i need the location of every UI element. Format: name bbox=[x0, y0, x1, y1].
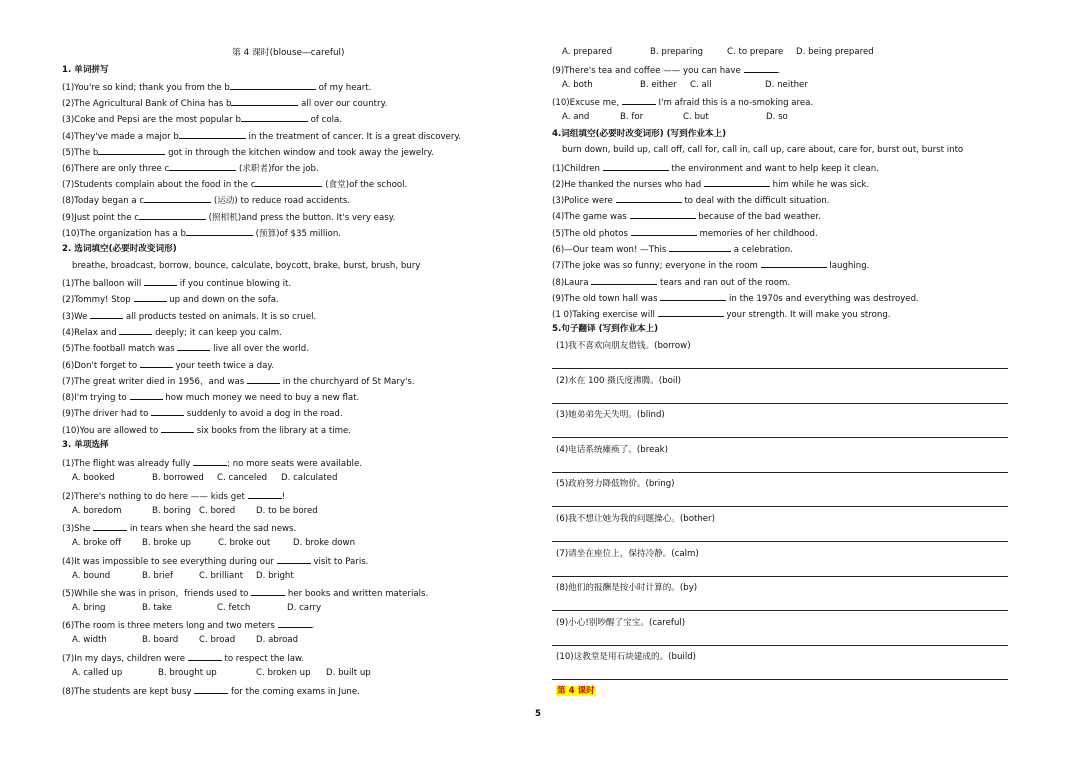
answer-line[interactable] bbox=[552, 645, 1008, 646]
item-prefix: (5)The old photos bbox=[552, 228, 628, 239]
mc-question bbox=[62, 457, 362, 470]
item-suffix: him while he was sick. bbox=[769, 179, 870, 190]
item-suffix: in the 1970s and everything was destroyed. bbox=[726, 293, 919, 304]
mc-question bbox=[62, 555, 368, 568]
mc-option[interactable] bbox=[326, 668, 371, 679]
answer-blank[interactable] bbox=[177, 342, 210, 351]
mc-option[interactable] bbox=[142, 538, 191, 549]
mc-option[interactable] bbox=[152, 506, 191, 517]
section4-heading-text: 4.词组填空(必要时改变词形) (写到作业本上) bbox=[552, 129, 727, 139]
answer-blank[interactable] bbox=[603, 162, 669, 171]
answer-blank[interactable] bbox=[134, 293, 167, 302]
mc-option[interactable] bbox=[281, 473, 337, 484]
phrase-fill-item bbox=[552, 178, 869, 191]
page-title bbox=[232, 48, 344, 59]
mc-option[interactable] bbox=[256, 506, 318, 517]
item-prefix: (1)You're so kind; thank you from the b bbox=[62, 83, 230, 93]
item-prefix: (1 0)Taking exercise will bbox=[552, 310, 655, 321]
answer-line[interactable] bbox=[552, 576, 1008, 577]
translation-prompt bbox=[556, 514, 715, 525]
phrase-fill-item bbox=[552, 292, 919, 305]
question-tail: ! bbox=[281, 492, 286, 502]
mc-option[interactable] bbox=[256, 635, 298, 646]
answer-blank[interactable] bbox=[247, 375, 280, 384]
mc-option[interactable] bbox=[683, 112, 709, 123]
word-bank-text: breathe, broadcast, borrow, bounce, calculate, boycott, brake, burst, brush, bury bbox=[72, 261, 421, 271]
option-label: B. preparing bbox=[650, 47, 703, 57]
mc-option[interactable] bbox=[690, 80, 712, 91]
item-suffix: six books from the library at a time. bbox=[193, 425, 352, 436]
item-prefix: (4)Relax and bbox=[62, 327, 117, 338]
answer-blank[interactable] bbox=[231, 97, 298, 106]
section1-heading bbox=[62, 65, 109, 76]
answer-blank[interactable] bbox=[248, 490, 282, 499]
footer-lesson-text: 第 4 课时 bbox=[557, 686, 595, 696]
answer-blank[interactable] bbox=[130, 391, 163, 400]
fill-item bbox=[62, 342, 309, 355]
question-stem: (9)There's tea and coffee —— you can have bbox=[552, 66, 741, 76]
item-prefix: (9)The old town hall was bbox=[552, 293, 658, 304]
option-label: A. prepared bbox=[562, 47, 613, 57]
option-label: B. take bbox=[142, 603, 172, 614]
answer-blank[interactable] bbox=[188, 652, 222, 661]
fill-item bbox=[62, 326, 282, 339]
option-label: A. called up bbox=[72, 668, 123, 679]
option-label: B. borrowed bbox=[152, 473, 204, 484]
option-label: C. to prepare bbox=[727, 47, 784, 57]
item-suffix: your strength. It will make you strong. bbox=[723, 310, 891, 321]
item-prefix: (7)The great writer died in 1956，and was bbox=[62, 376, 245, 387]
spelling-item bbox=[62, 178, 407, 191]
option-label: D. to be bored bbox=[256, 506, 318, 517]
phrase-fill-item bbox=[552, 276, 790, 289]
item-suffix: of cola. bbox=[307, 115, 343, 126]
item-prefix: (6)Don't forget to bbox=[62, 360, 138, 371]
answer-line[interactable] bbox=[552, 403, 1008, 404]
answer-blank[interactable] bbox=[761, 259, 827, 268]
question-stem: (2)There's nothing to do here —— kids get bbox=[62, 492, 245, 502]
mc-option[interactable] bbox=[765, 80, 808, 91]
translation-prompt bbox=[556, 652, 696, 663]
item-prefix: (1)The balloon will bbox=[62, 279, 142, 289]
mc-option[interactable] bbox=[766, 112, 788, 123]
option-label: C. canceled bbox=[217, 473, 268, 484]
item-suffix: live all over the world. bbox=[210, 344, 309, 355]
answer-blank[interactable] bbox=[704, 178, 770, 187]
item-prefix: (6)—Our team won! —This bbox=[552, 245, 667, 255]
option-label: D. being prepared bbox=[796, 47, 874, 57]
answer-line[interactable] bbox=[552, 437, 1008, 438]
phrase-fill-item bbox=[552, 162, 879, 175]
option-label: B. for bbox=[620, 112, 644, 123]
question-stem: (3)She bbox=[62, 524, 91, 534]
mc-option[interactable] bbox=[287, 603, 321, 614]
spelling-item bbox=[62, 211, 395, 224]
option-label: D. built up bbox=[326, 668, 371, 679]
spelling-item bbox=[62, 97, 387, 110]
mc-option[interactable] bbox=[562, 80, 593, 91]
item-suffix: deeply; it can keep you calm. bbox=[152, 327, 282, 338]
translation-text: (2)水在 100 摄氏度沸腾。(boil) bbox=[556, 375, 681, 386]
translation-prompt bbox=[556, 410, 665, 421]
translation-text: (7)请坐在座位上，保持冷静。(calm) bbox=[556, 548, 699, 559]
item-suffix: your teeth twice a day. bbox=[172, 360, 274, 371]
spelling-item bbox=[62, 162, 319, 175]
mc-option[interactable] bbox=[152, 473, 204, 484]
phrase-bank bbox=[562, 145, 963, 156]
option-label: D. calculated bbox=[281, 473, 338, 484]
phrase-fill-item bbox=[552, 194, 830, 207]
question-stem: (1)The flight was already fully bbox=[62, 459, 191, 469]
option-label: A. broke off bbox=[72, 538, 122, 549]
option-label: A. boredom bbox=[72, 506, 122, 517]
phrase-fill-item bbox=[552, 308, 891, 321]
item-prefix: (8)I'm trying to bbox=[62, 393, 127, 404]
item-prefix: (7)The joke was so funny; everyone in the room bbox=[552, 261, 758, 272]
translation-prompt bbox=[556, 583, 697, 594]
page-title-text: 第 4 课时(blouse—careful) bbox=[232, 48, 345, 58]
item-prefix: (9)Just point the c bbox=[62, 212, 139, 223]
answer-blank[interactable] bbox=[616, 194, 682, 203]
answer-blank[interactable] bbox=[179, 130, 246, 139]
phrase-bank-text: burn down, build up, call off, call for, call in, call up, care about, care for, burst out, burst into bbox=[562, 145, 964, 155]
answer-blank[interactable] bbox=[161, 424, 194, 433]
item-suffix: all over our country. bbox=[298, 99, 388, 110]
fill-item bbox=[62, 407, 343, 420]
item-suffix: (求职者)for the job. bbox=[236, 164, 319, 174]
mc-option[interactable] bbox=[72, 538, 121, 549]
mc-option[interactable] bbox=[199, 635, 235, 646]
item-prefix: (2)Tommy! Stop bbox=[62, 295, 131, 306]
mc-question bbox=[62, 619, 314, 632]
mc-question bbox=[552, 64, 780, 77]
mc-question bbox=[62, 522, 296, 535]
phrase-fill-item bbox=[552, 259, 869, 272]
answer-blank[interactable] bbox=[186, 227, 253, 236]
answer-blank[interactable] bbox=[660, 292, 726, 301]
item-suffix: all products tested on animals. It is so cruel. bbox=[123, 311, 317, 322]
item-suffix: (预算)of $35 million. bbox=[252, 228, 342, 239]
answer-blank[interactable] bbox=[631, 227, 697, 236]
spelling-item bbox=[62, 227, 341, 240]
question-tail: to respect the law. bbox=[221, 654, 304, 664]
translation-prompt bbox=[556, 341, 691, 352]
item-prefix: (3)We bbox=[62, 311, 88, 322]
answer-blank[interactable] bbox=[140, 359, 173, 368]
item-prefix: (9)The driver had to bbox=[62, 409, 149, 420]
mc-option[interactable] bbox=[217, 603, 250, 614]
option-label: B. boring bbox=[152, 506, 191, 517]
page-number-text: 5 bbox=[535, 709, 541, 719]
spelling-item bbox=[62, 130, 461, 143]
spelling-item bbox=[62, 146, 434, 159]
item-prefix: (2)The Agricultural Bank of China has b bbox=[62, 99, 232, 110]
item-suffix: to deal with the difficult situation. bbox=[681, 196, 830, 207]
mc-option[interactable] bbox=[256, 571, 294, 582]
mc-option[interactable] bbox=[256, 668, 311, 679]
answer-blank[interactable] bbox=[93, 522, 127, 531]
option-label: C. fetch bbox=[217, 603, 251, 614]
option-label: B. broke up bbox=[142, 538, 192, 549]
mc-option[interactable] bbox=[72, 506, 122, 517]
mc-option[interactable] bbox=[72, 603, 105, 614]
answer-line[interactable] bbox=[552, 541, 1008, 542]
answer-blank[interactable] bbox=[591, 276, 657, 285]
answer-blank[interactable] bbox=[630, 210, 696, 219]
answer-blank[interactable] bbox=[139, 211, 206, 220]
answer-blank[interactable] bbox=[169, 162, 236, 171]
page-number bbox=[535, 709, 541, 720]
question-tail: . bbox=[777, 66, 781, 76]
answer-blank[interactable] bbox=[193, 457, 227, 466]
answer-line[interactable] bbox=[552, 368, 1008, 369]
option-label: A. bound bbox=[72, 571, 111, 582]
item-prefix: (7)Students complain about the food in the c bbox=[62, 180, 256, 191]
fill-item bbox=[62, 391, 359, 404]
question-tail: her books and written materials. bbox=[285, 589, 429, 599]
answer-blank[interactable] bbox=[230, 81, 316, 90]
question-tail: in tears when she heard the sad news. bbox=[127, 524, 297, 534]
option-label: A. booked bbox=[72, 473, 115, 484]
option-label: B. brief bbox=[142, 571, 174, 582]
phrase-fill-item bbox=[552, 243, 793, 256]
section1-heading-text: 1. 单词拼写 bbox=[62, 65, 109, 75]
mc-option[interactable] bbox=[620, 112, 643, 123]
mc-option[interactable] bbox=[72, 668, 122, 679]
item-suffix: laughing. bbox=[826, 261, 870, 272]
item-prefix: (10)You are allowed to bbox=[62, 425, 159, 436]
item-suffix: tears and ran out of the room. bbox=[657, 277, 791, 288]
mc-option[interactable] bbox=[650, 47, 703, 58]
translation-text: (3)她弟弟先天失明。(blind) bbox=[556, 410, 665, 421]
section4-heading bbox=[552, 129, 726, 140]
section5-heading-text: 5.句子翻译 (写到作业本上) bbox=[552, 324, 659, 334]
mc-question bbox=[62, 587, 428, 600]
mc-question bbox=[62, 685, 360, 698]
mc-option[interactable] bbox=[562, 112, 589, 123]
option-label: A. width bbox=[72, 635, 107, 646]
option-label: A. both bbox=[562, 80, 593, 91]
translation-prompt bbox=[556, 376, 681, 387]
item-suffix: got in through the kitchen window and took away the jewelry. bbox=[165, 147, 434, 158]
option-label: C. brilliant bbox=[199, 571, 244, 582]
mc-option[interactable] bbox=[796, 47, 874, 58]
mc-option[interactable] bbox=[640, 80, 677, 91]
phrase-fill-item bbox=[552, 227, 818, 240]
option-label: D. carry bbox=[287, 603, 322, 614]
translation-prompt bbox=[556, 445, 668, 456]
item-suffix: (运动) to reduce road accidents. bbox=[211, 196, 351, 207]
option-label: A. bring bbox=[72, 603, 106, 614]
mc-option[interactable] bbox=[72, 473, 115, 484]
item-suffix: if you continue blowing it. bbox=[177, 279, 292, 289]
translation-prompt bbox=[556, 618, 685, 629]
mc-option[interactable] bbox=[199, 506, 235, 517]
answer-line[interactable] bbox=[552, 610, 1008, 611]
translation-text: (4)电话系统瘫痪了。(break) bbox=[556, 444, 668, 455]
answer-blank[interactable] bbox=[144, 277, 177, 286]
option-label: C. broad bbox=[199, 635, 236, 646]
section5-heading bbox=[552, 324, 658, 335]
mc-option[interactable] bbox=[217, 473, 267, 484]
answer-blank[interactable] bbox=[241, 113, 308, 122]
item-prefix: (5)The b bbox=[62, 147, 99, 158]
item-suffix: in the treatment of cancer. It is a great discovery. bbox=[245, 131, 461, 142]
item-prefix: (4)They've made a major b bbox=[62, 131, 179, 142]
mc-option[interactable] bbox=[293, 538, 355, 549]
mc-option[interactable] bbox=[158, 668, 217, 679]
answer-blank[interactable] bbox=[277, 555, 311, 564]
item-prefix: (3)Coke and Pepsi are the most popular b bbox=[62, 115, 241, 126]
option-label: D. broke down bbox=[293, 538, 356, 549]
answer-blank[interactable] bbox=[98, 146, 165, 155]
translation-text: (1)我不喜欢向朋友借钱。(borrow) bbox=[556, 341, 691, 351]
item-prefix: (10)The organization has a b bbox=[62, 228, 186, 239]
mc-option[interactable] bbox=[562, 47, 612, 58]
footer-lesson-label bbox=[556, 686, 596, 697]
item-suffix: suddenly to avoid a dog in the road. bbox=[184, 409, 343, 420]
answer-blank[interactable] bbox=[251, 587, 285, 596]
mc-option[interactable] bbox=[142, 635, 178, 646]
question-tail: . bbox=[311, 621, 315, 631]
fill-item bbox=[62, 375, 415, 388]
item-suffix: of my heart. bbox=[315, 83, 372, 93]
item-suffix: in the churchyard of St Mary's. bbox=[279, 376, 415, 387]
option-label: C. broke out bbox=[218, 538, 271, 549]
question-stem: (8)The students are kept busy bbox=[62, 687, 192, 697]
option-label: D. neither bbox=[765, 80, 808, 91]
mc-option[interactable] bbox=[142, 603, 172, 614]
option-label: C. bored bbox=[199, 506, 236, 517]
translation-prompt bbox=[556, 479, 675, 490]
mc-option[interactable] bbox=[142, 571, 173, 582]
item-prefix: (6)There are only three c bbox=[62, 164, 170, 174]
fill-item bbox=[62, 359, 274, 372]
spelling-item bbox=[62, 113, 342, 126]
mc-question bbox=[552, 96, 813, 109]
item-prefix: (4)The game was bbox=[552, 212, 627, 223]
answer-line[interactable] bbox=[552, 679, 1008, 680]
item-prefix: (5)The football match was bbox=[62, 344, 175, 355]
item-prefix: (3)Police were bbox=[552, 196, 613, 207]
word-bank bbox=[72, 261, 420, 272]
question-stem: (7)In my days, children were bbox=[62, 654, 185, 664]
translation-text: (8)他们的报酬是按小时计算的。(by) bbox=[556, 583, 698, 594]
item-suffix: a celebration. bbox=[731, 245, 793, 255]
answer-blank[interactable] bbox=[194, 685, 228, 694]
translation-text: (6)我不想让她为我的问题操心。(bother) bbox=[556, 514, 715, 524]
spelling-item bbox=[62, 194, 350, 207]
translation-text: (5)政府努力降低物价。(bring) bbox=[556, 479, 675, 490]
answer-blank[interactable] bbox=[278, 619, 312, 628]
section3-heading bbox=[62, 440, 109, 451]
item-prefix: (8)Laura bbox=[552, 277, 589, 288]
option-label: B. either bbox=[640, 80, 677, 91]
question-stem: (4)It was impossible to see everything during our bbox=[62, 557, 274, 567]
question-stem: (10)Excuse me, bbox=[552, 98, 620, 108]
answer-blank[interactable] bbox=[144, 194, 211, 203]
option-label: B. board bbox=[142, 635, 179, 646]
question-tail: visit to Paris. bbox=[310, 557, 369, 567]
option-label: D. bright bbox=[256, 571, 294, 582]
item-suffix: the environment and want to help keep it clean. bbox=[668, 163, 879, 174]
option-label: C. broken up bbox=[256, 668, 311, 679]
item-suffix: because of the bad weather. bbox=[695, 212, 821, 223]
fill-item bbox=[62, 293, 279, 306]
phrase-fill-item bbox=[552, 210, 821, 223]
option-label: D. so bbox=[766, 112, 788, 123]
question-tail: ; no more seats were available. bbox=[227, 459, 362, 469]
option-label: A. and bbox=[562, 112, 590, 123]
question-tail: for the coming exams in June. bbox=[228, 687, 360, 697]
mc-option[interactable] bbox=[218, 538, 270, 549]
answer-line[interactable] bbox=[552, 506, 1008, 507]
mc-question bbox=[62, 652, 304, 665]
item-suffix: (照相机)and press the button. It's very easy. bbox=[205, 212, 396, 223]
mc-option[interactable] bbox=[727, 47, 783, 58]
item-prefix: (8)Today began a c bbox=[62, 196, 145, 207]
item-prefix: (1)Children bbox=[552, 163, 600, 174]
answer-blank[interactable] bbox=[744, 64, 778, 73]
fill-item bbox=[62, 310, 316, 323]
question-stem: (6)The room is three meters long and two meters bbox=[62, 621, 275, 631]
translation-prompt bbox=[556, 549, 699, 560]
item-suffix: (食堂)of the school. bbox=[322, 180, 408, 191]
section2-heading-text: 2. 选词填空(必要时改变词形) bbox=[62, 244, 177, 254]
answer-blank[interactable] bbox=[151, 407, 184, 416]
mc-option[interactable] bbox=[72, 635, 107, 646]
item-prefix: (2)He thanked the nurses who had bbox=[552, 179, 702, 190]
item-suffix: memories of her childhood. bbox=[696, 228, 818, 239]
fill-item bbox=[62, 424, 351, 437]
question-stem: (5)While she was in prison，friends used to bbox=[62, 589, 249, 599]
answer-blank[interactable] bbox=[622, 96, 656, 105]
answer-blank[interactable] bbox=[119, 326, 152, 335]
fill-item bbox=[62, 277, 291, 290]
option-label: C. all bbox=[690, 80, 712, 91]
answer-line[interactable] bbox=[552, 472, 1008, 473]
section2-heading bbox=[62, 244, 177, 255]
section3-heading-text: 3. 单项选择 bbox=[62, 440, 109, 450]
mc-option[interactable] bbox=[72, 571, 110, 582]
answer-blank[interactable] bbox=[90, 310, 123, 319]
option-label: B. brought up bbox=[158, 668, 217, 679]
answer-blank[interactable] bbox=[669, 243, 731, 252]
spelling-item bbox=[62, 81, 371, 94]
mc-option[interactable] bbox=[199, 571, 243, 582]
answer-blank[interactable] bbox=[255, 178, 322, 187]
option-label: C. but bbox=[683, 112, 709, 123]
mc-question bbox=[62, 490, 285, 503]
question-tail: I'm afraid this is a no-smoking area. bbox=[655, 98, 814, 108]
option-label: D. abroad bbox=[256, 635, 299, 646]
item-suffix: how much money we need to buy a new flat. bbox=[162, 393, 360, 404]
item-suffix: up and down on the sofa. bbox=[166, 295, 279, 306]
answer-blank[interactable] bbox=[658, 308, 724, 317]
translation-text: (9)小心!别吵醒了宝宝。(careful) bbox=[556, 617, 686, 628]
translation-text: (10)这教堂是用石块建成的。(build) bbox=[556, 652, 697, 663]
